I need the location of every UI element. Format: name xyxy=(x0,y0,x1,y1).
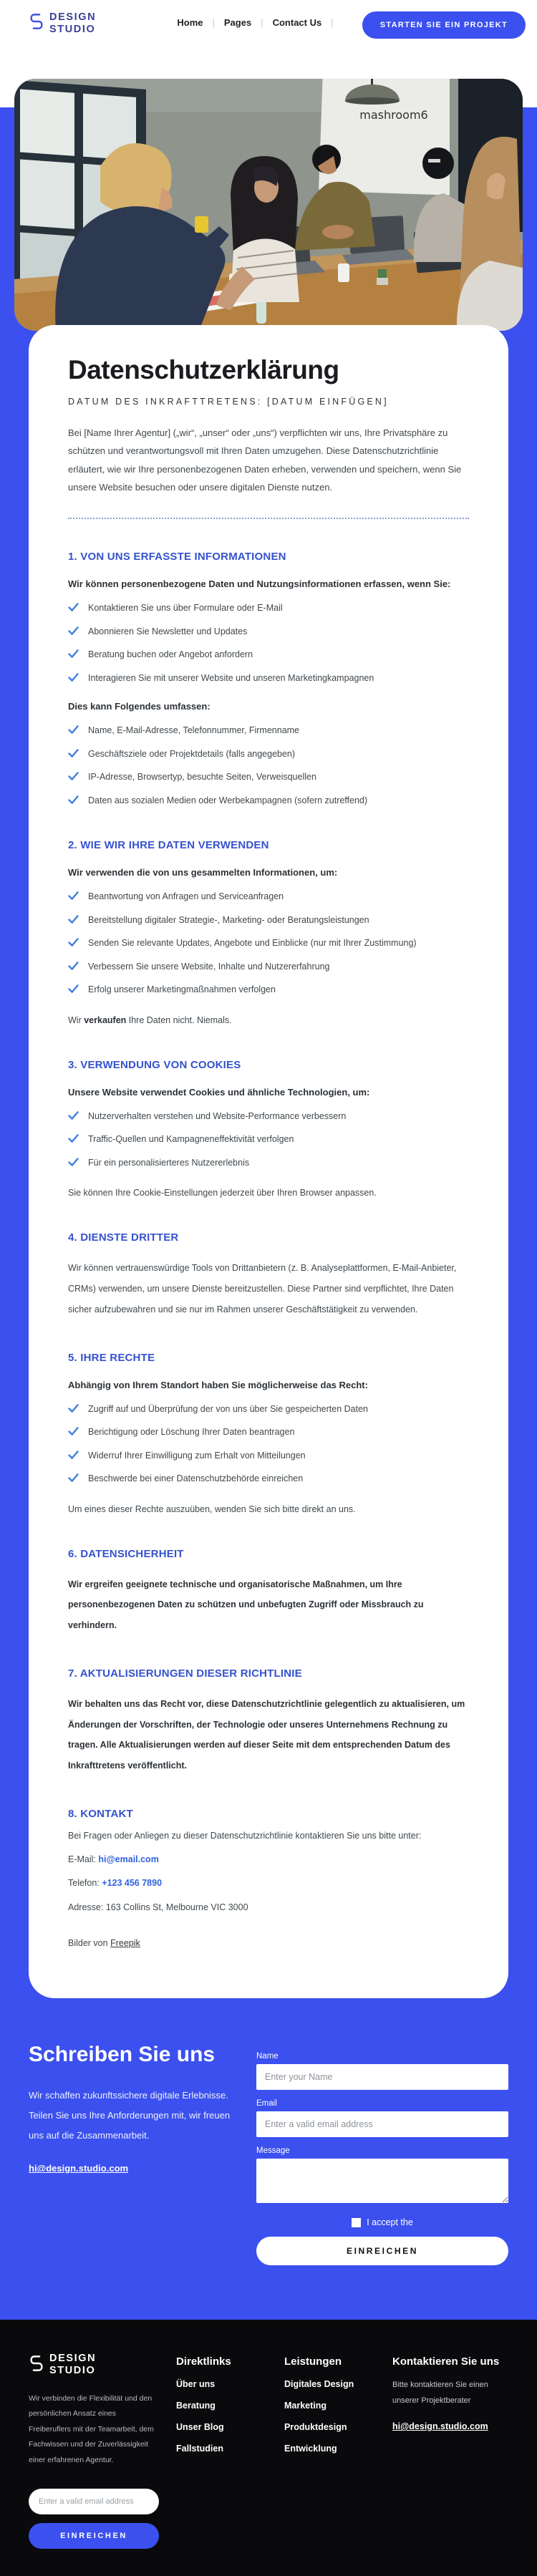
check-item-text: Beantwortung von Anfragen und Serviceanfragen xyxy=(88,891,284,902)
check-icon xyxy=(68,1451,79,1463)
check-item xyxy=(68,1403,469,1417)
checklist xyxy=(68,1110,469,1171)
image-credit: Bilder von Freepik xyxy=(68,1937,140,1948)
check-item xyxy=(68,649,469,662)
site-header xyxy=(0,0,537,79)
email-label: Email xyxy=(256,2099,277,2108)
policy-section xyxy=(0,325,537,1998)
dotted-divider xyxy=(68,518,469,519)
check-icon xyxy=(68,984,79,997)
footer-link-development[interactable]: Entwicklung xyxy=(284,2444,337,2454)
check-icon xyxy=(68,626,79,639)
check-icon xyxy=(68,1427,79,1440)
section-7-heading: 7. AKTUALISIERUNGEN DIESER RICHTLINIE xyxy=(68,1667,302,1680)
check-item-text: Für ein personalisierteres Nutzererlebnis xyxy=(88,1157,250,1168)
nav-separator: | xyxy=(212,17,215,28)
section-3-heading: 3. VERWENDUNG VON COOKIES xyxy=(68,1058,241,1071)
contact-form xyxy=(256,2043,508,2265)
message-textarea[interactable] xyxy=(256,2159,508,2203)
effective-date: DATUM DES INKRAFTTRETENS: [DATUM EINFÜGEN] xyxy=(68,397,389,407)
section-7-body: Wir behalten uns das Recht vor, diese Datenschutzrichtlinie gelegentlich zu aktualisieren, um Änderungen der Vorschriften, der Technologie oder unseres Unternehmens Rechnung zu tragen. Alle Aktualisierungen werden auf dieser Seite mit dem entsprechenden Datum des Inkrafttretens veröffentlicht. xyxy=(68,1698,465,1771)
freepik-link[interactable]: Freepik xyxy=(110,1937,140,1948)
check-item-text: Nutzerverhalten verstehen und Website-Performance verbessern xyxy=(88,1110,347,1121)
check-item xyxy=(68,984,469,997)
wall-sign-text: mashroom6 xyxy=(359,108,428,122)
nav-item-pages[interactable]: Pages xyxy=(223,17,252,28)
brand-logo[interactable] xyxy=(29,11,96,35)
check-icon xyxy=(68,1158,79,1171)
section-2-note: Wir verkaufen Ihre Daten nicht. Niemals. xyxy=(68,1015,232,1025)
name-input[interactable] xyxy=(256,2064,508,2090)
check-item-text: Beratung buchen oder Angebot anfordern xyxy=(88,649,253,660)
footer-logo[interactable] xyxy=(29,2353,159,2376)
contact-email-line: E-Mail: hi@email.com xyxy=(68,1854,159,1865)
check-item xyxy=(68,1473,469,1486)
check-icon xyxy=(68,1134,79,1147)
section-2-heading: 2. WIE WIR IHRE DATEN VERWENDEN xyxy=(68,839,269,852)
logo-s-icon xyxy=(29,2354,44,2376)
checklist xyxy=(68,725,469,808)
check-item-text: Traffic-Quellen und Kampagneneffektivität verfolgen xyxy=(88,1134,294,1145)
check-item xyxy=(68,1450,469,1463)
check-item xyxy=(68,891,469,904)
email-input[interactable] xyxy=(256,2111,508,2137)
footer-services-column xyxy=(284,2353,375,2548)
footer-link-consulting[interactable]: Beratung xyxy=(176,2401,216,2411)
start-project-button[interactable]: STARTEN SIE EIN PROJEKT xyxy=(362,11,526,39)
check-item-text: Erfolg unserer Marketingmaßnahmen verfolgen xyxy=(88,984,276,995)
check-item xyxy=(68,771,469,785)
section-1-heading: 1. VON UNS ERFASSTE INFORMATIONEN xyxy=(68,551,286,563)
check-icon xyxy=(68,1111,79,1124)
footer-contact-column xyxy=(392,2353,508,2548)
check-icon xyxy=(68,1404,79,1417)
contact-phone-line: Telefon: +123 456 7890 xyxy=(68,1878,163,1889)
footer-link-product-design[interactable]: Produktdesign xyxy=(284,2422,347,2433)
section-5-lead: Abhängig von Ihrem Standort haben Sie möglicherweise das Recht: xyxy=(68,1379,368,1390)
check-icon xyxy=(68,749,79,762)
check-item-text: Geschäftsziele oder Projektdetails (falls angegeben) xyxy=(88,748,296,759)
footer-link-case-studies[interactable]: Fallstudien xyxy=(176,2444,223,2454)
check-icon xyxy=(68,891,79,904)
footer-links-heading: Direktlinks xyxy=(176,2355,231,2368)
main-nav xyxy=(168,17,333,28)
section-4-heading: 4. DIENSTE DRITTER xyxy=(68,1231,179,1244)
section-2-lead: Wir verwenden die von uns gesammelten Informationen, um: xyxy=(68,867,338,878)
checklist xyxy=(68,602,469,685)
check-item xyxy=(68,626,469,639)
section-6-body: Wir ergreifen geeignete technische und organisatorische Maßnahmen, um Ihre personenbezogenen Daten zu schützen und unbefugten Zugriff oder Missbrauch zu verhindern. xyxy=(68,1579,424,1631)
checklist xyxy=(68,891,469,997)
check-item-text: Widerruf Ihrer Einwilligung zum Erhalt von Mitteilungen xyxy=(88,1450,306,1461)
accept-label: I accept the xyxy=(367,2217,413,2228)
write-us-section xyxy=(0,1998,537,2320)
check-item xyxy=(68,1426,469,1440)
page-title: Datenschutzerklärung xyxy=(68,355,339,384)
check-item-text: Interagieren Sie mit unserer Website und unseren Marketingkampagnen xyxy=(88,672,374,683)
section-3-note: Sie können Ihre Cookie-Einstellungen jederzeit über Ihren Browser anpassen. xyxy=(68,1188,377,1199)
section-1-lead-2: Dies kann Folgendes umfassen: xyxy=(68,701,211,712)
section-1-lead: Wir können personenbezogene Daten und Nutzungsinformationen erfassen, wenn Sie: xyxy=(68,578,451,590)
footer-email-link[interactable]: hi@design.studio.com xyxy=(392,2421,488,2432)
check-item xyxy=(68,725,469,738)
check-item xyxy=(68,602,469,616)
section-8-body: Bei Fragen oder Anliegen zu dieser Datenschutzrichtlinie kontaktieren Sie uns bitte unter: xyxy=(68,1830,422,1841)
check-item xyxy=(68,795,469,808)
contact-address-line: Adresse: 163 Collins St, Melbourne VIC 3000 xyxy=(68,1902,248,1912)
check-item-text: Senden Sie relevante Updates, Angebote und Einblicke (nur mit Ihrer Zustimmung) xyxy=(88,938,417,949)
checklist xyxy=(68,1403,469,1486)
check-item-text: Verbessern Sie unsere Website, Inhalte und Nutzererfahrung xyxy=(88,961,330,972)
check-item xyxy=(68,1133,469,1147)
email-link[interactable]: hi@email.com xyxy=(98,1854,159,1865)
footer-contact-heading: Kontaktieren Sie uns xyxy=(392,2355,500,2368)
check-item-text: IP-Adresse, Browsertyp, besuchte Seiten, Verweisquellen xyxy=(88,772,316,783)
write-us-email-link[interactable]: hi@design.studio.com xyxy=(29,2163,129,2174)
check-item-text: Name, E-Mail-Adresse, Telefonnummer, Firmenname xyxy=(88,725,300,736)
section-6-heading: 6. DATENSICHERHEIT xyxy=(68,1547,184,1560)
accept-checkbox[interactable] xyxy=(352,2218,361,2227)
accept-row xyxy=(256,2217,508,2227)
write-us-heading: Schreiben Sie uns xyxy=(29,2043,216,2067)
check-item xyxy=(68,1110,469,1124)
footer-link-digital-design[interactable]: Digitales Design xyxy=(284,2379,354,2390)
site-footer xyxy=(0,2320,537,2575)
check-icon xyxy=(68,725,79,738)
check-icon xyxy=(68,772,79,785)
write-us-text: Wir schaffen zukunftssichere digitale Erlebnisse. Teilen Sie uns Ihre Anforderungen mit, wir freuen uns auf die Zusammenarbeit. xyxy=(29,2090,231,2141)
logo-s-icon xyxy=(29,12,44,34)
policy-card xyxy=(29,325,508,1998)
check-icon xyxy=(68,1473,79,1486)
footer-link-blog[interactable]: Unser Blog xyxy=(176,2422,224,2433)
submit-button[interactable]: EINREICHEN xyxy=(256,2237,508,2265)
check-item-text: Abonnieren Sie Newsletter und Updates xyxy=(88,626,248,636)
message-label: Message xyxy=(256,2146,290,2156)
name-label: Name xyxy=(256,2052,279,2061)
check-item xyxy=(68,672,469,686)
footer-about-text: Wir verbinden die Flexibilität und den persönlichen Ansatz eines Freiberuflers mit der Teamarbeit, dem Fachwissen und der Zuverlässigkeit einer erfahrenen Agentur. xyxy=(29,2393,154,2464)
check-icon xyxy=(68,673,79,686)
section-8-heading: 8. KONTAKT xyxy=(68,1807,133,1820)
footer-links-column xyxy=(176,2353,267,2548)
check-icon xyxy=(68,962,79,974)
check-icon xyxy=(68,938,79,951)
check-item-text: Bereitstellung digitaler Strategie-, Marketing- oder Beratungsleistungen xyxy=(88,914,369,925)
check-item xyxy=(68,1157,469,1171)
check-item xyxy=(68,937,469,951)
check-item-text: Beschwerde bei einer Datenschutzbehörde einreichen xyxy=(88,1473,304,1484)
nav-item-home[interactable]: Home xyxy=(177,17,203,28)
phone-link[interactable]: +123 456 7890 xyxy=(102,1878,163,1889)
check-item xyxy=(68,961,469,974)
footer-services-heading: Leistungen xyxy=(284,2355,342,2368)
check-item-text: Kontaktieren Sie uns über Formulare oder E-Mail xyxy=(88,603,283,614)
check-item-text: Berichtigung oder Löschung Ihrer Daten beantragen xyxy=(88,1427,295,1438)
footer-brand-column xyxy=(29,2353,159,2548)
check-item-text: Daten aus sozialen Medien oder Werbekampagnen (sofern zutreffend) xyxy=(88,795,368,805)
check-icon xyxy=(68,915,79,928)
hero-section xyxy=(0,79,537,331)
section-3-lead: Unsere Website verwendet Cookies und ähnliche Technologien, um: xyxy=(68,1086,370,1098)
check-item xyxy=(68,748,469,762)
section-5-heading: 5. IHRE RECHTE xyxy=(68,1351,155,1364)
footer-link-marketing[interactable]: Marketing xyxy=(284,2401,327,2411)
footer-contact-text: Bitte kontaktieren Sie einen unserer Projektberater xyxy=(392,2381,488,2405)
check-icon xyxy=(68,603,79,616)
policy-intro: Bei [Name Ihrer Agentur] („wir“, „unser“ oder „uns“) verpflichten wir uns, Ihre Privatsphäre zu schützen und verantwortungsvoll mit Ihren Daten umzugehen. Diese Datenschutzrichtlinie erläutert, wie wir Ihre personenbezogenen Daten erheben, verwenden und speichern, wenn Sie unsere Website besuchen oder unsere digitalen Dienste nutzen. xyxy=(68,427,462,493)
footer-brand-name: DESIGN STUDIO xyxy=(49,2353,97,2377)
check-item-text: Zugriff auf und Überprüfung der von uns über Sie gespeicherten Daten xyxy=(88,1403,368,1414)
nav-separator: | xyxy=(261,17,263,28)
check-icon xyxy=(68,649,79,662)
brand-name: DESIGN STUDIO xyxy=(49,11,97,35)
write-us-intro xyxy=(29,2043,238,2265)
hero-photo xyxy=(14,79,523,331)
check-icon xyxy=(68,795,79,808)
check-item xyxy=(68,914,469,928)
section-4-body: Wir können vertrauenswürdige Tools von Drittanbietern (z. B. Analyseplattformen, E-Mail-Anbieter, CRMs) verwenden, um unsere Dienste bereitzustellen. Diese Partner sind verpflichtet, Ihre Daten sicher aufzubewahren und sie nur im Rahmen unserer Geschäftstätigkeit zu verwenden. xyxy=(68,1263,457,1314)
section-5-note: Um eines dieser Rechte auszuüben, wenden Sie sich bitte direkt an uns. xyxy=(68,1504,356,1514)
nav-item-contact-us[interactable]: Contact Us xyxy=(272,17,322,28)
nav-separator: | xyxy=(331,17,334,28)
footer-link-about[interactable]: Über uns xyxy=(176,2379,216,2390)
newsletter-email-input[interactable] xyxy=(29,2489,159,2514)
newsletter-submit-button[interactable]: EINREICHEN xyxy=(29,2523,159,2549)
